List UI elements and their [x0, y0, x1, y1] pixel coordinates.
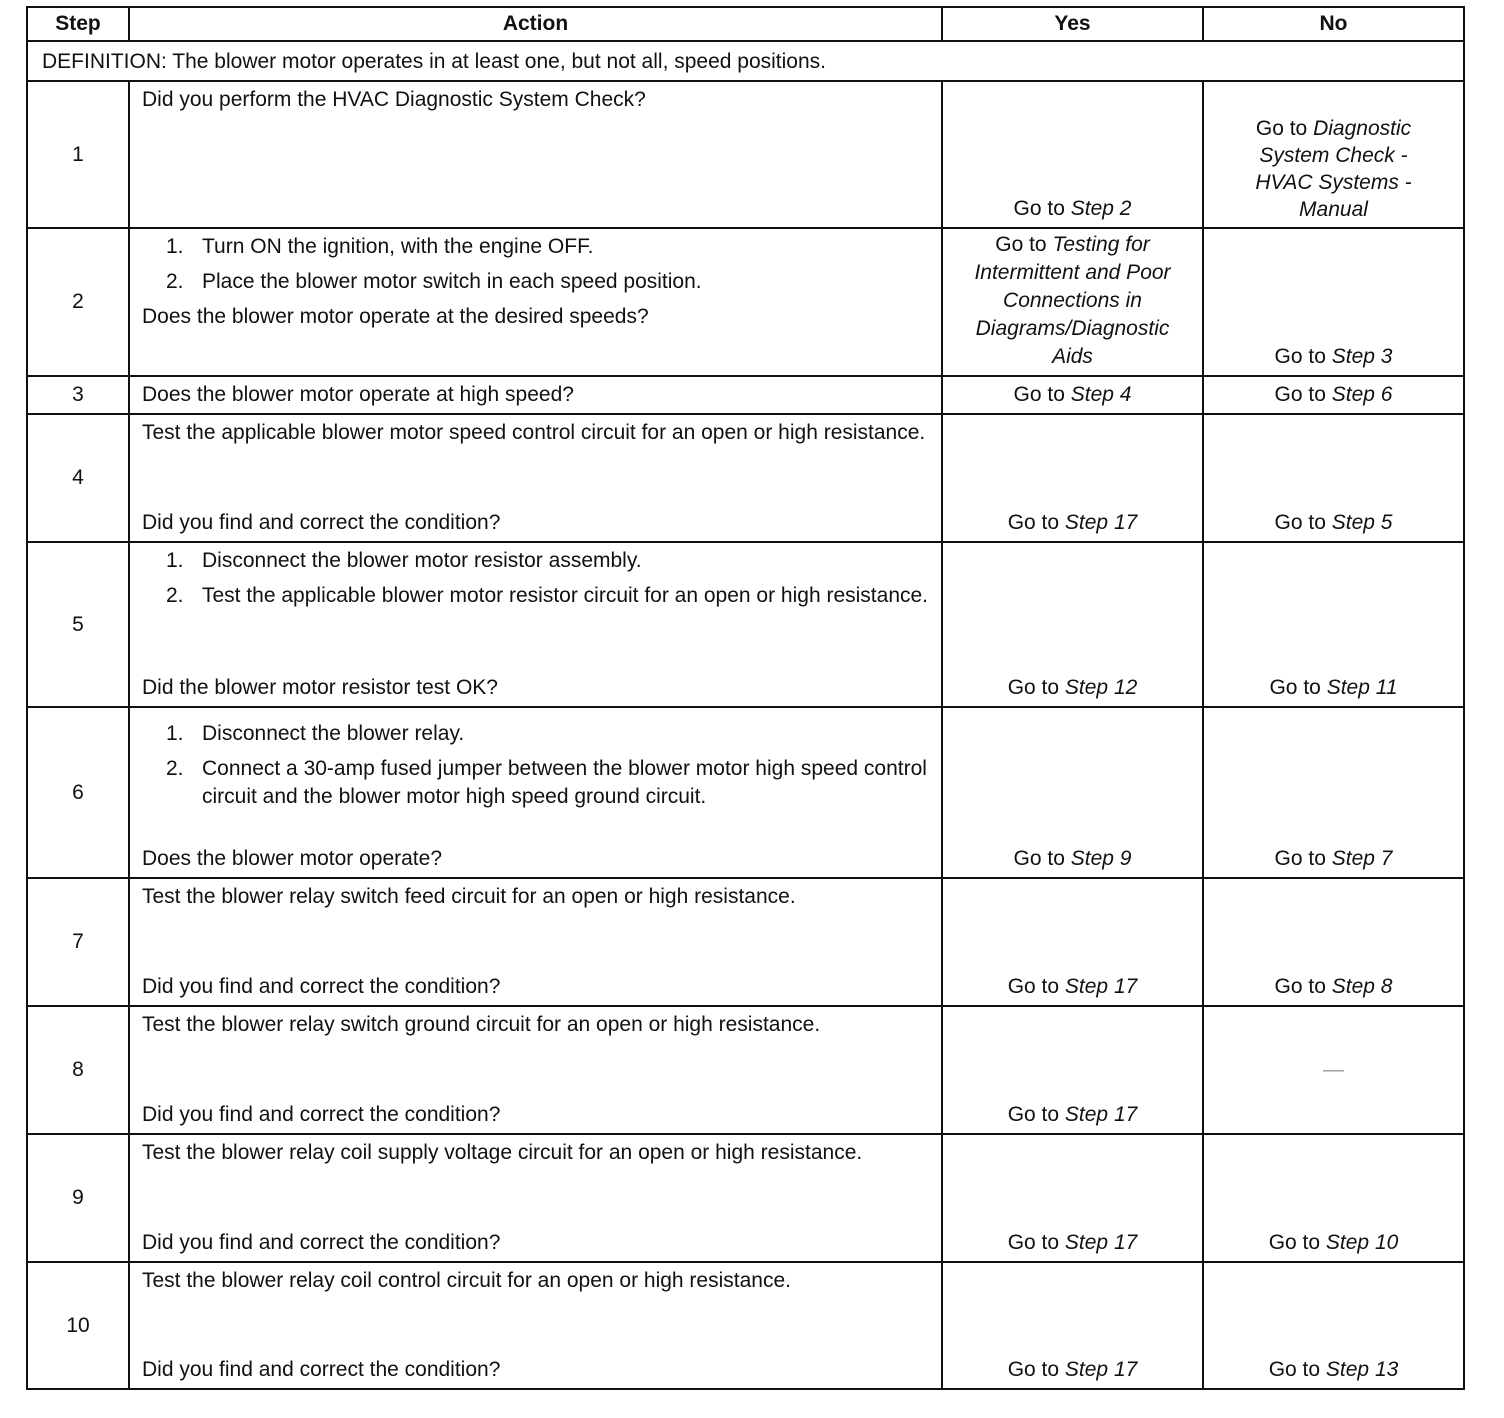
yes-target: Step 17	[1064, 1231, 1138, 1254]
table-row	[27, 414, 1464, 542]
step-number: 1	[27, 81, 129, 228]
no-target-line: Manual	[1299, 198, 1368, 221]
action-question: Does the blower motor operate?	[142, 847, 442, 870]
go-to-label: Go to	[1007, 511, 1060, 534]
yes-target: Step 9	[1070, 847, 1132, 870]
step-number: 4	[27, 414, 129, 542]
no-target: Step 3	[1331, 345, 1393, 368]
step-number: 7	[27, 878, 129, 1006]
action-list	[142, 720, 929, 811]
yes-target-line: Intermittent and Poor	[974, 261, 1171, 284]
header-no: No	[1203, 7, 1464, 41]
no-cell	[1203, 376, 1464, 414]
no-cell	[1203, 707, 1464, 878]
yes-target: Step 17	[1064, 975, 1138, 998]
list-item: 2. Test the applicable blower motor resistor circuit for an open or high resistance.	[166, 584, 929, 607]
no-target-line: HVAC Systems -	[1255, 171, 1412, 194]
yes-target-line: Aids	[1052, 345, 1093, 368]
go-to-label: Go to	[1274, 975, 1326, 998]
step-number: 8	[27, 1006, 129, 1134]
no-cell	[1203, 542, 1464, 707]
action-text: Test the blower relay coil supply voltage circuit for an open or high resistance.	[142, 1141, 863, 1164]
header-step: Step	[27, 7, 129, 41]
no-target: Step 5	[1331, 511, 1393, 534]
action-question: Did you find and correct the condition?	[142, 1103, 501, 1126]
action-question: Did you find and correct the condition?	[142, 975, 501, 998]
list-item-text: Disconnect the blower motor resistor assembly.	[202, 549, 642, 572]
go-to-label: Go to	[1007, 1103, 1060, 1126]
no-target: Step 11	[1326, 676, 1398, 699]
action-cell	[129, 878, 942, 1006]
list-item: 2. Place the blower motor switch in each speed position.	[166, 270, 702, 293]
yes-target: Step 17	[1064, 1358, 1138, 1381]
yes-target-line: Diagrams/Diagnostic	[975, 317, 1170, 340]
diagnostic-table	[26, 6, 1465, 1390]
table-row	[27, 1262, 1464, 1389]
action-cell	[129, 542, 942, 707]
action-question: Did you perform the HVAC Diagnostic System Check?	[142, 88, 646, 111]
no-target-line: System Check -	[1259, 144, 1408, 167]
yes-cell	[942, 542, 1203, 707]
yes-cell	[942, 1262, 1203, 1389]
no-cell-dash: —	[1203, 1006, 1464, 1134]
step-number: 6	[27, 707, 129, 878]
action-question: Did you find and correct the condition?	[142, 511, 501, 534]
no-cell	[1203, 1262, 1464, 1389]
no-target: Step 13	[1325, 1358, 1399, 1381]
action-cell	[129, 1262, 942, 1389]
yes-target-line: Testing for	[1052, 233, 1150, 256]
action-question: Did the blower motor resistor test OK?	[142, 676, 498, 699]
definition-text: DEFINITION: The blower motor operates in at least one, but not all, speed positions.	[27, 41, 1464, 81]
yes-target: Step 17	[1064, 1103, 1138, 1126]
list-item-text: Place the blower motor switch in each speed position.	[202, 270, 702, 293]
definition-row	[27, 41, 1464, 81]
go-to-label: Go to	[1268, 1231, 1321, 1254]
go-to-label: Go to	[1269, 676, 1321, 699]
step-number: 10	[27, 1262, 129, 1389]
go-to-label: Go to	[1268, 1358, 1321, 1381]
go-to-label: Go to	[1013, 197, 1065, 220]
list-item: 1. Disconnect the blower relay.	[166, 722, 465, 745]
no-target: Step 7	[1331, 847, 1393, 870]
no-cell	[1203, 81, 1464, 228]
action-text: Test the blower relay switch ground circuit for an open or high resistance.	[142, 1013, 821, 1036]
action-cell	[129, 1134, 942, 1262]
no-cell	[1203, 228, 1464, 376]
yes-cell	[942, 228, 1203, 376]
yes-cell	[942, 414, 1203, 542]
go-to-label: Go to	[1274, 511, 1326, 534]
yes-target-line: Connections in	[1003, 289, 1142, 312]
action-text: Test the applicable blower motor speed control circuit for an open or high resistance.	[142, 421, 926, 444]
no-cell	[1203, 414, 1464, 542]
no-target: Step 10	[1325, 1231, 1399, 1254]
list-item-text: Disconnect the blower relay.	[202, 722, 465, 745]
list-item: 1. Disconnect the blower motor resistor assembly.	[166, 549, 642, 572]
action-cell	[129, 376, 942, 414]
yes-cell	[942, 1006, 1203, 1134]
step-number: 9	[27, 1134, 129, 1262]
go-to-label: Go to	[1255, 117, 1308, 140]
action-cell	[129, 228, 942, 376]
action-list	[142, 547, 929, 610]
no-target-line: Diagnostic	[1313, 117, 1412, 140]
go-to-label: Go to	[1274, 847, 1326, 870]
action-list	[142, 233, 929, 296]
go-to-label: Go to	[1007, 1231, 1060, 1254]
yes-cell	[942, 376, 1203, 414]
step-number: 3	[27, 376, 129, 414]
list-item-text: Connect a 30-amp fused jumper between the blower motor high speed control circuit and the blower motor high speed ground circuit.	[202, 757, 927, 808]
yes-cell	[942, 878, 1203, 1006]
list-item-text: Turn ON the ignition, with the engine OFF.	[202, 235, 594, 258]
go-to-label: Go to	[1274, 383, 1326, 406]
yes-target: Step 17	[1064, 511, 1138, 534]
go-to-label: Go to	[1007, 975, 1060, 998]
action-cell	[129, 707, 942, 878]
action-question: Did you find and correct the condition?	[142, 1358, 501, 1381]
action-question: Does the blower motor operate at the desired speeds?	[142, 305, 649, 328]
action-cell	[129, 414, 942, 542]
step-number: 2	[27, 228, 129, 376]
table-row	[27, 376, 1464, 414]
no-cell	[1203, 1134, 1464, 1262]
go-to-label: Go to	[1013, 383, 1065, 406]
no-target: Step 8	[1331, 975, 1393, 998]
go-to-label: Go to	[995, 233, 1047, 256]
yes-cell	[942, 707, 1203, 878]
action-question: Does the blower motor operate at high speed?	[142, 383, 574, 406]
table-row	[27, 707, 1464, 878]
go-to-label: Go to	[1274, 345, 1326, 368]
action-question: Did you find and correct the condition?	[142, 1231, 501, 1254]
header-yes: Yes	[942, 7, 1203, 41]
yes-target: Step 4	[1070, 383, 1132, 406]
table-row	[27, 228, 1464, 376]
yes-cell	[942, 81, 1203, 228]
table-row	[27, 1134, 1464, 1262]
yes-target: Step 2	[1070, 197, 1132, 220]
action-text: Test the blower relay coil control circuit for an open or high resistance.	[142, 1269, 791, 1292]
yes-target: Step 12	[1064, 676, 1138, 699]
yes-cell	[942, 1134, 1203, 1262]
action-text: Test the blower relay switch feed circuit for an open or high resistance.	[142, 885, 796, 908]
action-cell	[129, 81, 942, 228]
header-row	[27, 7, 1464, 41]
table-row	[27, 1006, 1464, 1134]
no-target: Step 6	[1331, 383, 1393, 406]
list-item: 2. Connect a 30-amp fused jumper between the blower motor high speed control circuit and the blower motor high speed ground circuit.	[166, 757, 927, 808]
no-cell	[1203, 878, 1464, 1006]
table-row	[27, 542, 1464, 707]
step-number: 5	[27, 542, 129, 707]
list-item: 1. Turn ON the ignition, with the engine OFF.	[166, 235, 594, 258]
go-to-label: Go to	[1013, 847, 1065, 870]
table-row	[27, 81, 1464, 228]
go-to-label: Go to	[1007, 1358, 1060, 1381]
go-to-label: Go to	[1007, 676, 1060, 699]
list-item-text: Test the applicable blower motor resistor circuit for an open or high resistance.	[202, 584, 929, 607]
action-cell	[129, 1006, 942, 1134]
header-action: Action	[129, 7, 942, 41]
table-row	[27, 878, 1464, 1006]
